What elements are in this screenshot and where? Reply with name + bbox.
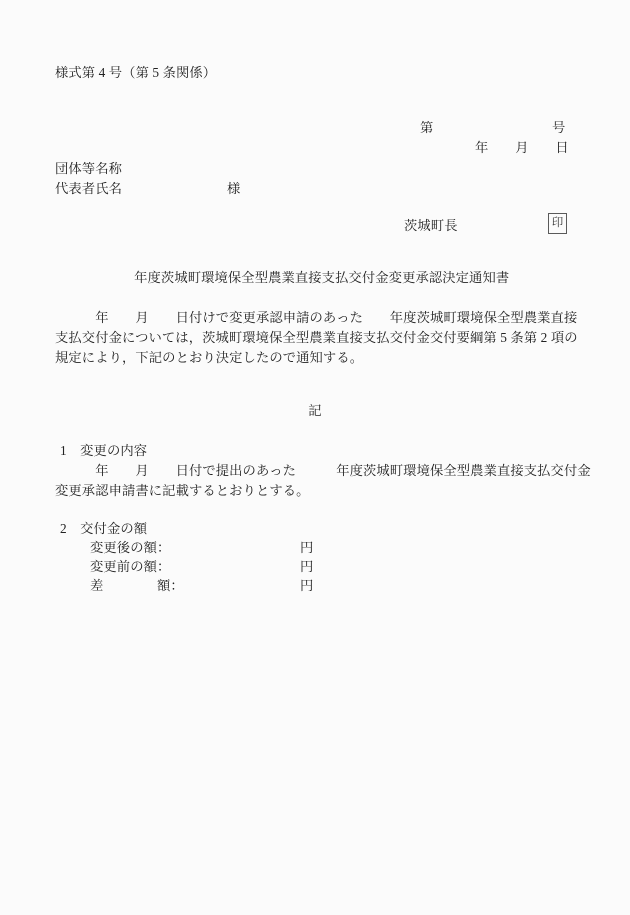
section1-line: 変更承認申請書に記載するとおりとする。: [55, 483, 310, 498]
section2-heading: 2 交付金の額: [60, 521, 148, 536]
amount-label: 差 額：: [90, 578, 184, 593]
amount-unit: 円: [300, 540, 314, 555]
form-number: 様式第 4 号（第 5 条関係）: [55, 65, 217, 80]
amount-label: 変更後の額：: [90, 540, 171, 555]
middle-heading: 記: [308, 403, 322, 418]
doc-number-suffix: 号: [552, 120, 566, 135]
amount-unit: 円: [300, 578, 314, 593]
seal-mark: 印: [548, 213, 567, 234]
org-name-label: 団体等名称: [55, 161, 122, 176]
doc-number-prefix: 第: [420, 120, 434, 135]
issuer-title: 茨城町長: [404, 218, 458, 233]
amount-label: 変更前の額：: [90, 559, 171, 574]
body-line: 支払交付金については，茨城町環境保全型農業直接支払交付金交付要綱第 5 条第 2 項の: [55, 330, 578, 345]
representative-label: 代表者氏名: [55, 181, 122, 196]
body-line: 規定により，下記のとおり決定したので通知する。: [55, 350, 364, 365]
body-line: 年 月 日付けで変更承認申請のあった 年度茨城町環境保全型農業直接: [55, 310, 578, 325]
amount-unit: 円: [300, 559, 314, 574]
doc-title: 年度茨城町環境保全型農業直接支払交付金変更承認決定通知書: [120, 270, 510, 285]
section1-line: 年 月 日付で提出のあった 年度茨城町環境保全型農業直接支払交付金: [55, 463, 591, 478]
honorific-sama: 様: [227, 181, 241, 196]
section1-heading: 1 変更の内容: [60, 443, 148, 458]
date-line: 年 月 日: [475, 140, 569, 155]
